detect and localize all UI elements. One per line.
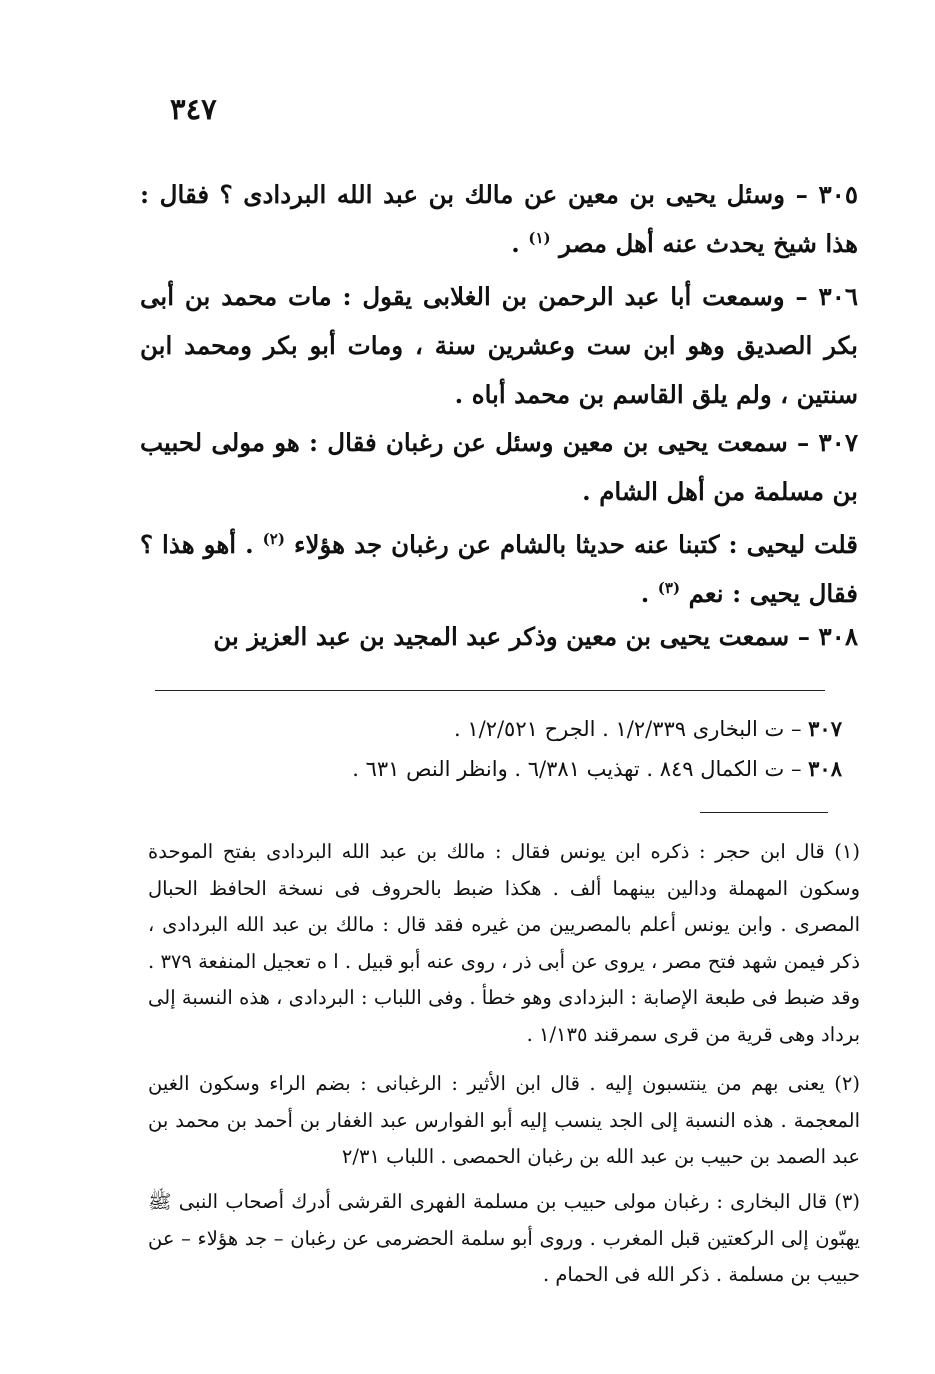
reference-number: ٣٠٧ (808, 716, 842, 741)
entry-307 (140, 418, 858, 516)
separator-line (155, 690, 825, 691)
reference-number: ٣٠٨ (808, 756, 842, 781)
footnote-marker: (٢) (262, 529, 285, 548)
entry-dash: – (785, 180, 819, 209)
entry-dash: – (784, 282, 819, 311)
reference-text: – ت الكمال ٨٤٩ . تهذيب ٦/٣٨١ . وانظر النص ٦٣١ . (352, 757, 809, 781)
footnote-separator (700, 812, 828, 813)
entry-305 (140, 170, 858, 268)
page-number: ٣٤٧ (170, 92, 217, 126)
entry-dash: – (787, 428, 819, 457)
reference-line (200, 752, 842, 786)
entry-text: . أهو هذا ؟ فقال يحيى : نعم (140, 530, 858, 608)
entry-text: وسئل يحيى بن معين عن مالك بن عبد الله البردادى ؟ فقال : هذا شيخ يحدث عنه أهل مصر (140, 180, 858, 258)
entry-text: قلت ليحيى : كتبنا عنه حديثا بالشام عن رغبان جد هؤلاء (294, 530, 859, 559)
entry-number: ٣٠٦ (818, 282, 859, 311)
footnote-3: (٣) قال البخارى : رغبان مولى حبيب بن مسلمة الفهرى القرشى أدرك أصحاب النبى ﷺ يهبّون إلى الركعتين قبل المغرب . وروى أبو سلمة الحضرمى عن رغبان – جد هؤلاء – عن حبيب بن مسلمة . ذكر الله فى الحمام . (148, 1190, 860, 1286)
entry-end: . (511, 229, 529, 258)
entry-306 (140, 272, 858, 419)
footnote-1: (١) قال ابن حجر : ذكره ابن يونس فقال : مالك بن عبد الله البردادى بفتح الموحدة وسكون المهملة ودالين بينهما ألف . هكذا ضبط بالحروف فى نسخة الحافظ الحبال المصرى . وابن يونس أعلم بالمصريين من غيره فقد قال : مالك بن عبد الله البردادى ، ذكر فيمن شهد فتح مصر ، يروى عن أبى ذر ، روى عنه أبو قبيل . ا ه تعجيل المنفعة ٣٧٩ . وقد ضبط فى طبعة الإصابة : البزدادى وهو خطأ . وفى اللباب : البردادى ، هذه النسبة إلى برداد وهى قرية من قرى سمرقند ١/١٣٥ . (148, 840, 860, 1046)
entry-number: ٣٠٥ (818, 180, 858, 209)
footnote-2: (٢) يعنى بهم من ينتسبون إليه . قال ابن الأثير : الرغبانى : بضم الراء وسكون الغين المعجمة . هذه النسبة إلى الجد ينسب إليه أبو الفوارس عبد الغفار بن أحمد بن محمد بن عبد الصمد بن حبيب بن عبد الله بن رغبان الحمصى . اللباب ٢/٣١ (148, 1072, 860, 1168)
entry-end: . (640, 579, 658, 608)
reference-text: – ت البخارى ١/٢/٣٣٩ . الجرح ١/٢/٥٢١ . (453, 717, 809, 741)
entry-307-continuation (140, 520, 858, 618)
footnote-marker: (١) (528, 228, 551, 247)
entry-dash: – (789, 622, 819, 651)
entry-number: ٣٠٧ (818, 428, 858, 457)
entry-text: سمعت يحيى بن معين وذكر عبد المجيد بن عبد العزيز بن (213, 622, 790, 651)
reference-line (200, 712, 842, 746)
entry-308 (140, 612, 858, 661)
entry-number: ٣٠٨ (818, 622, 858, 651)
entry-text: وسمعت أبا عبد الرحمن بن الغلابى يقول : مات محمد بن أبى بكر الصديق وهو ابن ست وعشرين سنة ، ومات أبو بكر ومحمد ابن سنتين ، ولم يلق القاسم بن محمد أباه . (140, 282, 858, 409)
entry-text: سمعت يحيى بن معين وسئل عن رغبان فقال : هو مولى لحبيب بن مسلمة من أهل الشام . (140, 428, 858, 506)
footnote-marker: (٣) (657, 578, 681, 597)
